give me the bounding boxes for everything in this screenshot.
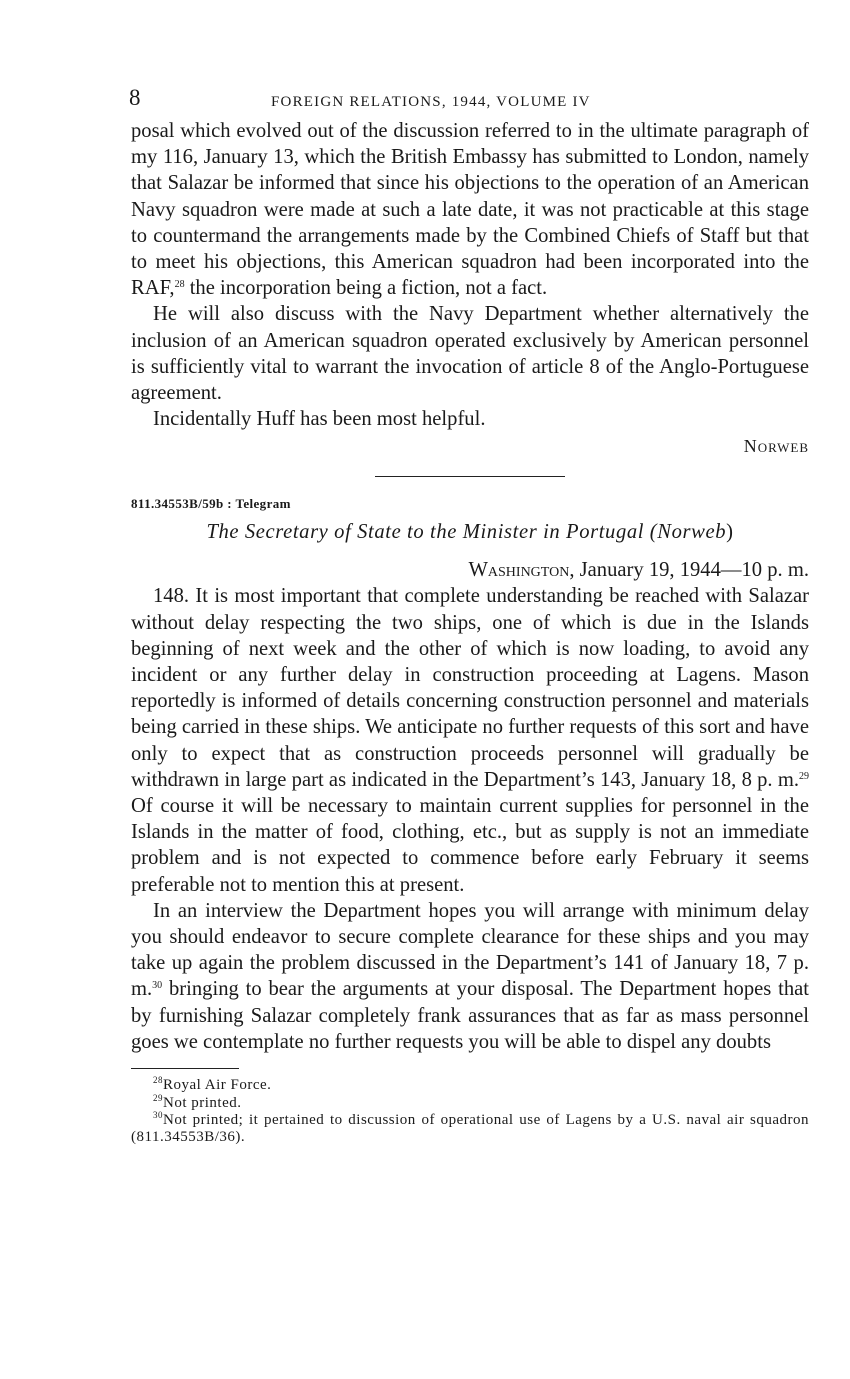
paragraph-text: 148. It is most important that complete understanding be reached with Salazar without delay respecting the two ships, one of which is due in the Islands beginning of next week and the other of which is now loading, to avoid any incident or any further delay in construction proceeding at Lagens. Mason reportedly is informed of details concerning construction personnel and materials being carried in these ships. We anticipate no further requests of this sort and have only to expect that as construction proceeds personnel will gradually be withdrawn in large part as indicated in the Department’s 143, January 18, 8 p. m.	[131, 585, 809, 791]
footnote-ref-30[interactable]: 30	[152, 980, 163, 992]
heading-text: )	[726, 521, 734, 544]
paragraph: Incidentally Huff has been most helpful.	[153, 408, 486, 431]
heading-text: The Secretary of State to the Minister in Portugal (	[206, 521, 658, 544]
footnote-text: Not printed; it pertained to discussion of operational use of Lagens by a U.S. naval air squadron (811.34553B/36).	[131, 1111, 809, 1146]
footnote-ref-28[interactable]: 28	[174, 279, 185, 291]
paragraph	[131, 898, 809, 1055]
dateline	[131, 557, 809, 583]
paragraph: He will also discuss with the Navy Department whether alternatively the inclusion of an American squadron operated exclusively by American personnel is sufficiently vital to warrant the invocation of article 8 of the Anglo-Portuguese agreement.	[131, 303, 809, 405]
signature: Norweb	[743, 436, 809, 457]
paragraph-text: the incorporation being a fiction, not a fact.	[184, 277, 548, 300]
running-head-title: FOREIGN RELATIONS, 1944, VOLUME IV	[271, 94, 591, 110]
document-file-id: 811.34553B/59b : Telegram	[131, 496, 291, 512]
footnote-number: 28	[153, 1075, 163, 1086]
footnote-number: 30	[153, 1109, 163, 1120]
section-2-body	[131, 583, 809, 1055]
section-1-body	[131, 118, 809, 462]
footnote-text: Royal Air Force.	[163, 1077, 272, 1094]
paragraph-text: In an interview the Department hopes you will arrange with minimum delay you should endeavor to secure complete clearance for these ships and you may take up again the problem discussed in the Department’s 141 of January 18, 7 p. m.	[131, 899, 809, 1001]
running-head	[129, 85, 809, 118]
footnote-divider	[131, 1068, 239, 1069]
paragraph	[131, 118, 809, 301]
dateline-date: , January 19, 1944—10 p. m.	[569, 559, 809, 582]
book-page	[129, 85, 809, 1147]
dateline-place: Washington	[468, 559, 570, 582]
section-divider	[375, 476, 565, 477]
footnote-ref-29[interactable]: 29	[799, 770, 809, 782]
paragraph-text: posal which evolved out of the discussion referred to in the ultimate paragraph of my 116, January 13, which the British Embassy has submitted to London, namely that Salazar be informed that since his objections to the operation of an American Navy squadron were made at such a late date, it was not practicable at this stage to countermand the arrangements made by the Combined Chiefs of Staff but that to meet his objections, this American squadron had been incorporated into the RAF,	[131, 120, 809, 300]
footnotes	[131, 1068, 809, 1147]
paragraph-text: Of course it will be necessary to maintain current supplies for personnel in the Islands in the matter of food, clothing, etc., but as supply is not an immediate problem and is not expected to commence before early February it seems preferable not to mention this at present.	[131, 795, 809, 896]
footnote	[131, 1109, 809, 1147]
paragraph	[131, 583, 809, 897]
footnote-text: Not printed.	[163, 1094, 242, 1111]
heading-recipient: Norweb	[657, 521, 727, 544]
paragraph-text: bringing to bear the arguments at your disposal. The Department hopes that by furnishing Salazar completely frank assurances that as far as mass personnel goes we contemplate no further requests you will be able to dispel any doubts	[131, 978, 809, 1053]
footnote	[131, 1077, 809, 1094]
footnote	[131, 1092, 809, 1112]
document-heading	[131, 521, 809, 544]
page-number: 8	[129, 85, 141, 110]
footnote-number: 29	[153, 1092, 163, 1103]
